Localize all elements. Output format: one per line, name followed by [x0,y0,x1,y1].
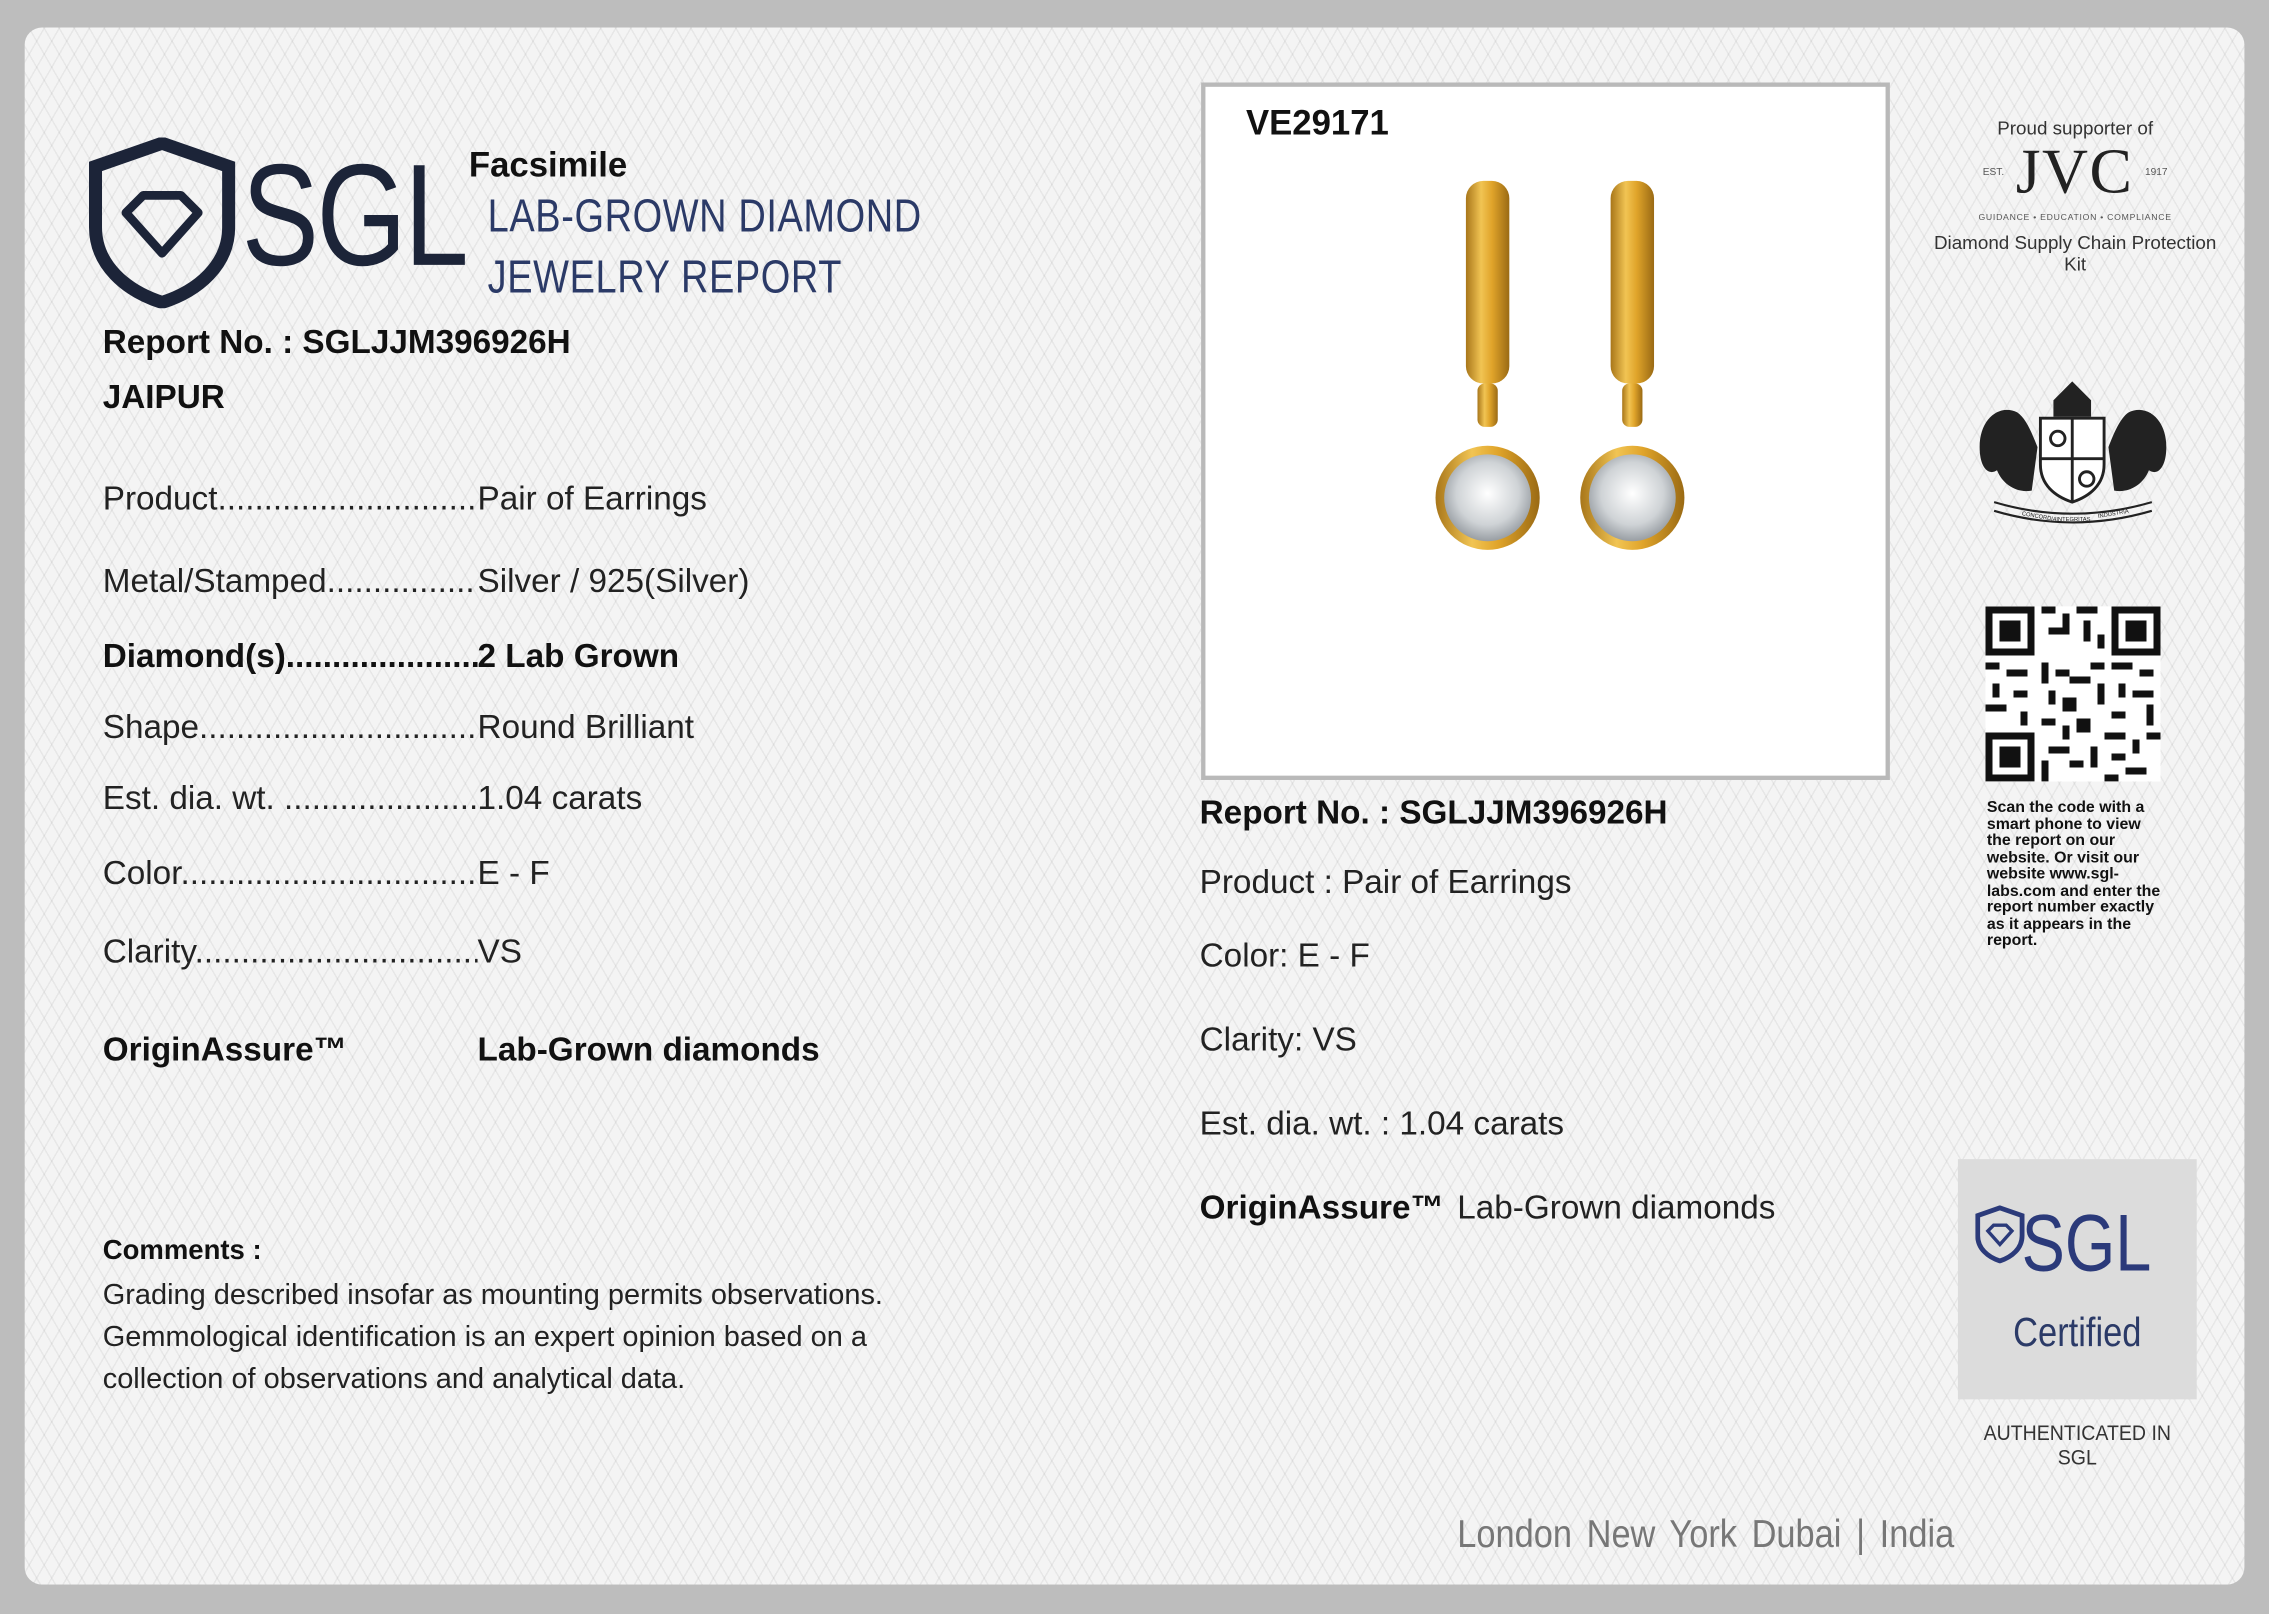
earrings-image [1422,174,1697,565]
sgl-certified-badge [1958,1159,2197,1399]
footer-locations: London New York Dubai | India [1457,1512,1955,1556]
sgl-logo-text: SGL [241,134,467,297]
detail-row-metal: Metal/Stamped ..... Silver / 925(Silver) [103,561,750,600]
report-title-line2: JEWELRY REPORT [487,250,843,303]
cert-sgl-text: SGL [2021,1196,2152,1288]
sgl-shield-logo [88,137,236,308]
summary-weight: Est. dia. wt. : 1.04 carats [1199,1104,1565,1142]
report-title-line1: LAB-GROWN DIAMOND [487,189,922,242]
summary-report-number: Report No. : SGLJJM396926H [1199,793,1668,831]
crest-motto-left: CONCORDIA [2021,511,2058,524]
summary-product: Product : Pair of Earrings [1199,862,1572,901]
coat-of-arms-icon [1968,375,2178,527]
qr-instructions: Scan the code with a smart phone to view the report on our website. Or visit our website www.sgl-labs.com and enter the report number exactly as it appears in the report. [1986,798,2161,950]
authenticated-label: AUTHENTICATED IN SGL [1983,1421,2172,1471]
qr-code[interactable] [1985,606,2160,781]
jvc-supporter-block [1923,117,2227,275]
detail-row-product: Product ..... Pair of Earrings [103,479,707,518]
crest-motto-right: INDUSTRIA [2097,508,2130,521]
jvc-tagline: GUIDANCE • EDUCATION • COMPLIANCE [1978,214,2172,223]
proud-supporter-text: Proud supporter of [1997,117,2154,139]
dscp-kit-text: Diamond Supply Chain Protection Kit [1933,231,2217,275]
summary-origin-value: Lab-Grown diamonds [1457,1188,1776,1226]
summary-color: Color: E - F [1199,936,1370,974]
origin-assure-label: OriginAssure™ [102,1030,347,1068]
cert-certified-text: Certified [2013,1309,2142,1355]
jvc-est-year: 1917 [2144,167,2168,178]
detail-row-diamonds: Diamond(s) ..... 2 Lab Grown [103,637,679,676]
product-code: VE29171 [1245,104,1389,144]
report-city: JAIPUR [102,377,225,416]
origin-assure-value: Lab-Grown diamonds [477,1030,820,1068]
facsimile-label: Facsimile [468,146,628,186]
detail-row-shape: Shape ..... Round Brilliant [103,708,694,747]
detail-row-weight: Est. dia. wt. ..... 1.04 carats [103,779,642,818]
detail-row-clarity: Clarity ..... VS [103,932,522,971]
jvc-logo: JVC [2015,136,2134,207]
crest-motto-center: INTEGRITAS [2056,516,2091,523]
comments-heading: Comments : [102,1235,262,1267]
cert-shield-icon [1975,1205,2024,1263]
comments-text: Grading described insofar as mounting permits observations. Gemmological identification is an expert opinion based on a collection of observations and analytical data. [102,1279,883,1396]
report-card [25,27,2245,1584]
detail-row-color: Color ..... E - F [103,854,550,893]
report-number: Report No. : SGLJJM396926H [102,322,571,361]
jvc-est-label: EST. [1982,167,2005,178]
product-photo [1201,82,1890,780]
summary-origin-label: OriginAssure™ [1199,1188,1444,1226]
summary-clarity: Clarity: VS [1199,1020,1357,1058]
